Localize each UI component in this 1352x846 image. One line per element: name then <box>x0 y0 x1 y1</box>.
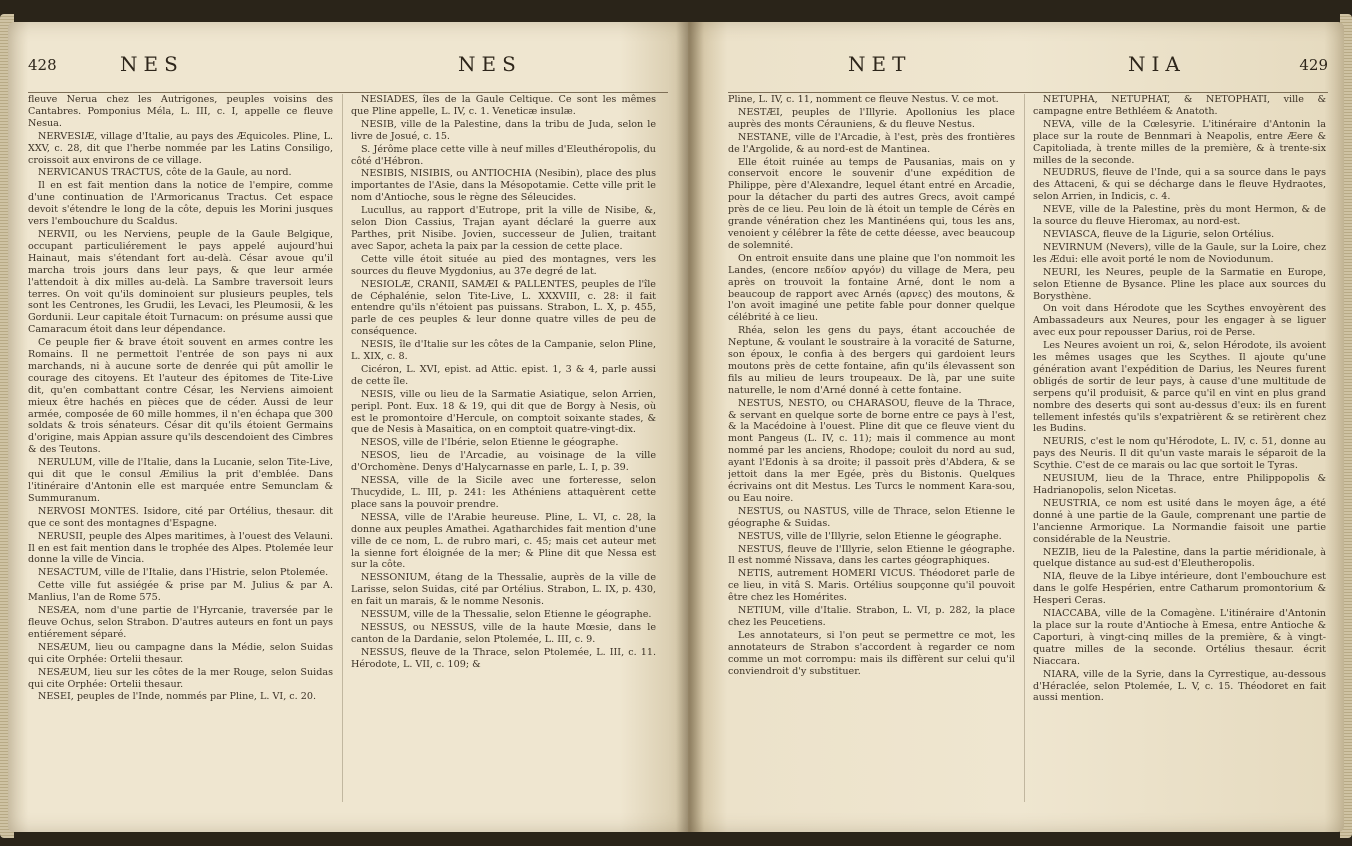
right-header-word-1: NET <box>848 52 912 76</box>
right-header-rule <box>728 92 1328 93</box>
entry-paragraph: NESÆUM, lieu sur les côtes de la mer Rouge, selon Suidas qui cite Orphée: Ortelii thesaur. <box>28 666 333 690</box>
entry-paragraph: Cicéron, L. XVI, epist. ad Attic. epist. 1, 3 & 4, parle aussi de cette île. <box>351 363 656 387</box>
entry-paragraph: Cette ville fut assiégée & prise par M. Julius & par A. Manlius, l'an de Rome 575. <box>28 580 333 604</box>
entry-paragraph: Rhéa, selon les gens du pays, étant accouchée de Neptune, & voulant le soustraire à la voracité de Saturne, son époux, le confia à des bergers qui gardoient leurs moutons près de cette fontaine, afin qu'ils élevassent son fils au milieu de leurs troupeaux. De là, par une suite naturelle, le nom d'Arné donné à cette fontaine. <box>728 325 1015 396</box>
left-header-rule <box>28 92 668 93</box>
entry-paragraph: NESTUS, NESTO, ou CHARASOU, fleuve de la Thrace, & servant en quelque sorte de borne entre ce pays à l'est, & la Macédoine à l'ouest. Pline dit que ce fleuve vient du mont Pangeus (L. IV, c. 11); mais il commence au mont nommé par les anciens, Rhodope; couloit du nord au sud, ayant l'Edonis à sa droite; il passoit près d'Abdera, & se jettoit dans la mer Egée, près du Bistonis. Quelques écrivains ont dit Mestus. Les Turcs le nomment Kara-sou, ou Eau noire. <box>728 397 1015 504</box>
entry-paragraph: NESIS, ville ou lieu de la Sarmatie Asiatique, selon Arrien, peripl. Pont. Eux. 18 & 19, qui dit que de Borgy à Nesis, où est le promontoire d'Hercule, on comptoit soixante stades, & que de Nesis à Masaitica, on en comptoit quatre-vingt-dix. <box>351 388 656 436</box>
entry-paragraph: NEUSIUM, lieu de la Thrace, entre Philippopolis & Hadrianopolis, selon Nicetas. <box>1033 473 1326 496</box>
right-running-header <box>728 52 1328 80</box>
left-running-header <box>28 52 668 80</box>
entry-paragraph: NEUSTRIA, ce nom est usité dans le moyen âge, a été donné à une partie de la Gaule, comprenant une partie de l'ancienne Armorique. La Normandie faisoit une partie considérable de la Neustrie. <box>1033 497 1326 545</box>
entry-paragraph: Il en est fait mention dans la notice de l'empire, comme d'une continuation de l'Armoricanus Tractus. Cet espace devoit s'étendre le long de la côte, depuis les Morini jusques vers l'embouchure du Scaldus. <box>28 180 333 228</box>
entry-paragraph: Elle étoit ruinée au temps de Pausanias, mais on y conservoit encore le souvenir d'une expédition de Philippe, père d'Alexandre, lequel étant entré en Arcadie, pour la détacher du parti des autres Grecs, avoit campé près de ce lieu. Peu loin de là étoit un temple de Cérès en grande vénération chez les Mantinéens qui, tous les ans, venoient y célébrer la fête de cette déesse, avec beaucoup de solemnité. <box>728 156 1015 251</box>
right-header-word-2: NIA <box>1128 52 1186 76</box>
entry-paragraph: NESOS, lieu de l'Arcadie, au voisinage de la ville d'Orchomène. Denys d'Halycarnasse en parle, L. I, p. 39. <box>351 450 656 474</box>
left-header-word-2: NES <box>458 52 522 76</box>
entry-paragraph: NEVA, ville de la Cœlesyrie. L'itinéraire d'Antonin la place sur la route de Bennmari à Neapolis, entre Æere & Capitoliada, à trente milles de la première, & à trente-six milles de la seconde. <box>1033 118 1326 166</box>
entry-paragraph: NERVOSI MONTES. Isidore, cité par Ortélius, thesaur. dit que ce sont des montagnes d'Espagne. <box>28 505 333 529</box>
entry-paragraph: NESSA, ville de la Sicile avec une forteresse, selon Thucydide, L. III, p. 241: les Athéniens attaquèrent cette place sans la pouvoir prendre. <box>351 475 656 510</box>
entry-paragraph: On voit dans Hérodote que les Scythes envoyèrent des Ambassadeurs aux Neures, pour les engager à se liguer avec eux pour repousser Darius, roi de Perse. <box>1033 303 1326 339</box>
entry-paragraph: NESSUS, ou NESSUS, ville de la haute Mœsie, dans le canton de la Dardanie, selon Ptolemée, L. III, c. 9. <box>351 621 656 645</box>
entry-paragraph: NETIS, autrement HOMERI VICUS. Théodoret parle de ce lieu, in vitâ S. Maris. Ortélius soupçonne qu'il pouvoit être chez les Homérites. <box>728 568 1015 604</box>
entry-paragraph: NEURI, les Neures, peuple de la Sarmatie en Europe, selon Etienne de Bysance. Pline les place aux sources du Borysthène. <box>1033 266 1326 302</box>
entry-paragraph: NESIS, île d'Italie sur les côtes de la Campanie, selon Pline, L. XIX, c. 8. <box>351 339 656 363</box>
entry-paragraph: NEZIB, lieu de la Palestine, dans la partie méridionale, à quelque distance au sud-est d'Eleutheropolis. <box>1033 546 1326 570</box>
entry-paragraph: NERULUM, ville de l'Italie, dans la Lucanie, selon Tite-Live, qui dit que le consul Æmilius la prit d'emblée. Dans l'itinéraire d'Antonin elle est marquée entre Semunclam & Summuranum. <box>28 457 333 504</box>
entry-paragraph: NESIADES, îles de la Gaule Celtique. Ce sont les mêmes que Pline appelle, L. IV, c. 1. Veneticæ insulæ. <box>351 94 656 117</box>
entry-paragraph: NESOS, ville de l'Ibérie, selon Etienne le géographe. <box>361 437 619 449</box>
right-page <box>688 22 1344 832</box>
entry-paragraph: NEVE, ville de la Palestine, près du mont Hermon, & de la source du fleuve Hieromax, au nord-est. <box>1033 204 1326 228</box>
entry-paragraph: NESTUS, ou NASTUS, ville de Thrace, selon Etienne le géographe & Suidas. <box>728 505 1015 529</box>
right-page-number: 429 <box>1299 56 1328 74</box>
entry-paragraph: NESEI, peuples de l'Inde, nommés par Pline, L. VI, c. 20. <box>38 691 317 703</box>
entry-paragraph: NESACTUM, ville de l'Italie, dans l'Histrie, selon Ptolemée. <box>38 567 329 579</box>
entry-paragraph: NESTÆI, peuples de l'Illyrie. Apollonius les place auprès des monts Cérauniens, & du fleuve Nestus. <box>728 106 1015 130</box>
entry-paragraph: NESSUM, ville de la Thessalie, selon Etienne le géographe. <box>361 609 652 621</box>
entry-paragraph: NESTUS, ville de l'Illyrie, selon Etienne le géographe. <box>738 530 1002 542</box>
entry-paragraph: NERVESIÆ, village d'Italie, au pays des Æquicoles. Pline, L. XXV, c. 28, dit que l'herbe nommée par les Latins Consiligo, croissoit aux environs de ce village. <box>28 130 333 166</box>
book-gutter <box>676 22 704 832</box>
left-page <box>8 22 688 832</box>
entry-paragraph: NERUSII, peuple des Alpes maritimes, à l'ouest des Velauni. Il en est fait mention dans le trophée des Alpes. Ptolemée leur donne la ville de Vincia. <box>28 530 333 566</box>
left-header-word-1: NES <box>120 52 184 76</box>
entry-paragraph: NERVII, ou les Nerviens, peuple de la Gaule Belgique, occupant particuliérement le pays appelé aujourd'hui Hainaut, mais s'étendant fort au-delà. César avoue qu'il marcha trois jours dans leur pays, & que leur armée l'attendoit à dix milles au-delà. La Sambre traversoit leurs terres. On voit qu'ils dominoient sur plusieurs peuples, tels sont les Centrones, les Grudii, les Levaci, les Pleumosii, & les Gordunii. Leur capitale étoit Turnacum: on présume aussi que Camaracum étoit dans leur dépendance. <box>28 228 333 336</box>
entry-paragraph: On entroit ensuite dans une plaine que l'on nommoit les Landes, (encore πεδίον αργόν) du village de Mera, peu après on trouvoit la fontaine Arné, dont le nom a beaucoup de rapport avec Arnés (αρνες) des moutons, & l'on avoit imaginé une petite fable pour donner quelque célébrité à ce lieu. <box>728 252 1015 324</box>
left-column-divider <box>342 94 343 802</box>
entry-paragraph: NERVICANUS TRACTUS, côte de la Gaule, au nord. <box>38 167 292 179</box>
entry-paragraph: NIARA, ville de la Syrie, dans la Cyrrestique, au-dessous d'Héraclée, selon Ptolemée, L. V, c. 15. Théodoret en fait aussi mention. <box>1033 668 1326 704</box>
entry-paragraph: Pline, L. IV, c. 11, nomment ce fleuve Nestus. V. ce mot. <box>728 94 999 105</box>
entry-paragraph: NETIUM, ville d'Italie. Strabon, L. VI, p. 282, la place chez les Peucetiens. <box>728 605 1015 628</box>
left-column-1 <box>28 94 333 808</box>
entry-paragraph: NESSA, ville de l'Arabie heureuse. Pline, L. VI, c. 28, la donne aux peuples Amathei. Agatharchides fait mention d'une ville de ce nom, L. de rubro mari, c. 45; mais cet auteur met la sienne fort éloignée de la mer; & Pline dit que Nessa est sur la côte. <box>351 511 656 571</box>
entry-paragraph: NEVIASCA, fleuve de la Ligurie, selon Ortélius. <box>1043 228 1275 240</box>
entry-paragraph: Ce peuple fier & brave étoit souvent en armes contre les Romains. Il ne permettoit l'entrée de son pays ni aux marchands, ni à aucune sorte de denrée qui pût amollir le courage des citoyens. Et l'auteur des épitomes de Tite-Live dit, qu'en combattant contre César, les Nerviens aimoient mieux être hachés en pièces que de céder. Aussi de leur armée, composée de 60 mille hommes, il n'en échapa que 300 soldats & trois sénateurs. César dit qu'ils étoient Germains d'origine, mais Appian assure qu'ils descendoient des Cimbres & des Teutons. <box>28 337 333 456</box>
entry-paragraph: NESIOLÆ, CRANII, SAMÆI & PALLENTES, peuples de l'île de Céphalénie, selon Tite-Live, L. XXXVIII, c. 28: il fait entendre qu'ils n'étoient pas puissans. Strabon, L. X, p. 455, parle de ces peuples & leur donne quatre villes de peu de conséquence. <box>351 278 656 338</box>
entry-paragraph: NESTUS, fleuve de l'Illyrie, selon Etienne le géographe. Il est nommé Nissava, dans les cartes géographiques. <box>728 543 1015 567</box>
right-column-divider <box>1024 94 1025 802</box>
right-column-1 <box>728 94 1015 808</box>
entry-paragraph: NESSUS, fleuve de la Thrace, selon Ptolemée, L. III, c. 11. Hérodote, L. VII, c. 109; & <box>351 646 656 670</box>
entry-paragraph: NESÆA, nom d'une partie de l'Hyrcanie, traversée par le fleuve Ochus, selon Strabon. D'autres auteurs en font un pays entiérement séparé. <box>28 605 333 640</box>
entry-paragraph: Cette ville étoit située au pied des montagnes, vers les sources du fleuve Mygdonius, au 37e degré de lat. <box>351 253 656 277</box>
entry-paragraph: NEVIRNUM (Nevers), ville de la Gaule, sur la Loire, chez les Ædui: elle avoit porté le nom de Noviodunum. <box>1033 241 1326 265</box>
entry-paragraph: NEUDRUS, fleuve de l'Inde, qui a sa source dans le pays des Attaceni, & qui se décharge dans le fleuve Hydraotes, selon Arrien, in Indicis, c. 4. <box>1033 167 1326 203</box>
entry-paragraph: NESSONIUM, étang de la Thessalie, auprès de la ville de Larisse, selon Suidas, cité par Ortélius. Strabon, L. IX, p. 430, en fait un marais, & le nomme Nesonis. <box>351 572 656 608</box>
entry-paragraph: NESTANE, ville de l'Arcadie, à l'est, près des frontières de l'Argolide, & au nord-est de Mantinea. <box>728 131 1015 155</box>
entry-paragraph: S. Jérôme place cette ville à neuf milles d'Eleuthéropolis, du côté d'Hébron. <box>351 143 656 167</box>
entry-paragraph: NESÆUM, lieu ou campagne dans la Médie, selon Suidas qui cite Orphée: Ortelii thesaur. <box>28 641 333 665</box>
entry-paragraph: NESIBIS, NISIBIS, ou ANTIOCHIA (Nesibin), place des plus importantes de l'Asie, dans la Mésopotamie. Cette ville prit le nom d'Antioche, sous le règne des Séleucides. <box>351 168 656 204</box>
entry-paragraph: NIACCABA, ville de la Comagène. L'itinéraire d'Antonin la place sur la route d'Antioche à Emesa, entre Antioche & Caporturi, à vingt-cinq milles de la première, & à vingt-quatre milles de la seconde. Ortélius thesaur. écrit Niaccara. <box>1033 608 1326 667</box>
entry-paragraph: NIA, fleuve de la Libye intérieure, dont l'embouchure est dans le golfe Hespérien, entre Catharum promontorium & Hesperi Ceras. <box>1033 571 1326 607</box>
entry-paragraph: NESIB, ville de la Palestine, dans la tribu de Juda, selon le livre de Josué, c. 15. <box>351 118 656 142</box>
entry-paragraph: NEURIS, c'est le nom qu'Hérodote, L. IV, c. 51, donne au pays des Neuris. Il dit qu'un vaste marais le séparoit de la Scythie. C'est de ce marais ou lac que sortoit le Tyras. <box>1033 436 1326 472</box>
left-page-number: 428 <box>28 56 57 74</box>
entry-paragraph: Les Neures avoient un roi, &, selon Hérodote, ils avoient les mêmes usages que les Scythes. Il ajoute qu'une génération avant l'expédition de Darius, les Neures furent obligés de sortir de leur pays, à cause d'une multitude de serpens qu'il produisit, & parce qu'il en vint en plus grand nombre des deserts qui sont au-dessus d'eux: ils en furent tellement infestés qu'ils s'expatrièrent & se retirèrent chez les Budins. <box>1033 340 1326 435</box>
entry-paragraph: Les annotateurs, si l'on peut se permettre ce mot, les annotateurs de Strabon s'accordent à regarder ce nom comme un mot corrompu: mais ils diffèrent sur celui qu'il conviendroit d'y substituer. <box>728 629 1015 677</box>
entry-paragraph: NETUPHA, NETUPHAT, & NETOPHATI, ville & campagne entre Bethléem & Anatoth. <box>1033 94 1326 117</box>
left-column-2 <box>351 94 656 808</box>
entry-paragraph: Lucullus, au rapport d'Eutrope, prit la ville de Nisibe, &, selon Dion Cassius, Trajan ayant déclaré la guerre aux Parthes, prit Nisibe. Jovien, successeur de Julien, traitant avec Sapor, acheta la paix par la cession de cette place. <box>351 205 656 252</box>
entry-paragraph: fleuve Nerua chez les Autrigones, peuples voisins des Cantabres. Pomponius Méla, L. III, c. I, appelle ce fleuve Nesua. <box>28 94 333 129</box>
right-column-2 <box>1033 94 1326 808</box>
